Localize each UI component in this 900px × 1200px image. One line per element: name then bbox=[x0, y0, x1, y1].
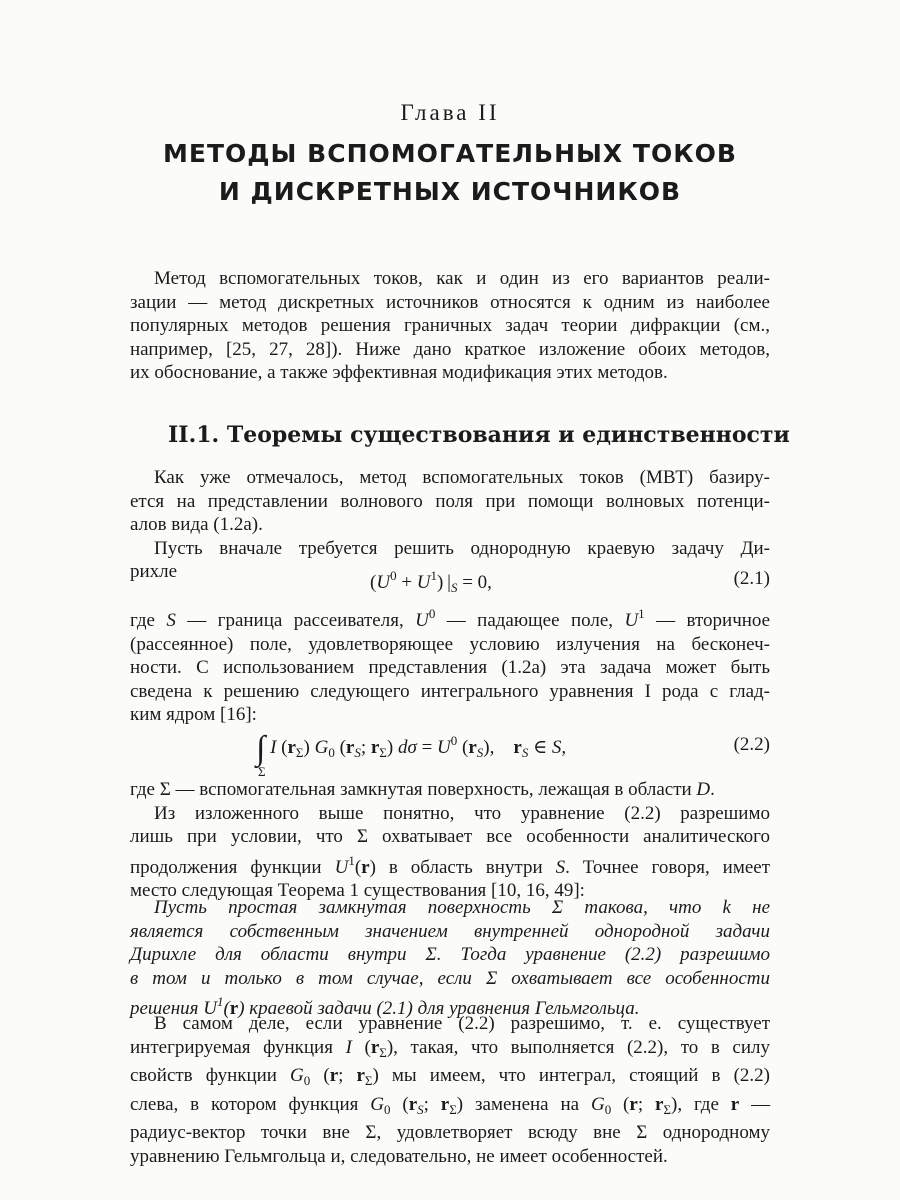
text-line: в том и только в том случае, если Σ охватывает все особенности bbox=[130, 967, 770, 989]
text-line: Из изложенного выше понятно, что уравнение (2.2) разрешимо bbox=[154, 802, 770, 824]
text-line: место следующая Теорема 1 существования [10, 16, 49]: bbox=[130, 880, 585, 901]
text-line: уравнению Гельмгольца и, следовательно, не имеет особенностей. bbox=[130, 1145, 668, 1167]
text-line: алов вида (1.2а). bbox=[130, 514, 263, 535]
theorem-1 bbox=[130, 896, 770, 1021]
equation-2-1 bbox=[130, 568, 770, 598]
text-line: популярных методов решения граничных задач теории дифракции (см., bbox=[130, 315, 770, 336]
text-line: (рассеянное) поле, удовлетворяющее условию излучения на бесконеч- bbox=[130, 633, 770, 655]
chapter-title bbox=[0, 135, 900, 211]
text-line: их обоснование, а также эффективная модификация этих методов. bbox=[130, 362, 668, 383]
equation-2-2: ∫ I $(r_\Sigma)$ $G_0$ ($r_S$; $r_\Sigma$) $d\sigma = U^0$ $(r_S)$, $r_S$ ∈ S, Σ (2.2) bbox=[130, 724, 770, 780]
text-line: Метод вспомогательных токов, как и один из его вариантов реали- bbox=[154, 268, 770, 289]
text-line: свойств функции $G_0$ (r; $r_\Sigma$) мы имеем, что интеграл, стоящий в (2.2) bbox=[130, 1065, 770, 1088]
chapter-title-line: И ДИСКРЕТНЫХ ИСТОЧНИКОВ bbox=[218, 177, 682, 206]
text-line: например, [25, 27, 28]). Ниже дано краткое изложение обоих методов, bbox=[130, 338, 770, 360]
chapter-label: Глава II bbox=[400, 100, 500, 125]
section-heading: II.1. Теоремы существования и единственности bbox=[168, 422, 790, 448]
text-line: ким ядром [16]: bbox=[130, 704, 257, 725]
paragraph-1 bbox=[130, 466, 770, 584]
text-line: рихле bbox=[130, 561, 178, 582]
equation-number: (2.2) bbox=[733, 734, 770, 755]
text-line: решения $U^1(r)$ краевой задачи (2.1) для уравнения Гельмгольца. bbox=[130, 994, 640, 1019]
equation-body: $(U^0 + U^1) |_S = 0$, bbox=[370, 568, 492, 595]
text-line: где S — граница рассеивателя, $U^0$ — падающее поле, $U^1$ — вторичное bbox=[130, 606, 771, 631]
text-line: где Σ — вспомогательная замкнутая поверхность, лежащая в области D. bbox=[130, 779, 715, 800]
intro-paragraph bbox=[130, 267, 770, 385]
text-line: Как уже отмечалось, метод вспомогательных токов (МВТ) базиру- bbox=[154, 467, 770, 488]
text-line: Пусть вначале требуется решить однородную краевую задачу Ди- bbox=[154, 537, 770, 559]
paragraph-3 bbox=[130, 602, 770, 727]
text-line: сведена к решению следующего интегрального уравнения I рода с глад- bbox=[130, 680, 770, 702]
paragraph-4 bbox=[130, 778, 770, 903]
text-line: В самом деле, если уравнение (2.2) разрешимо, т. е. существует bbox=[154, 1013, 770, 1034]
equation-number: (2.1) bbox=[733, 568, 770, 589]
equation-body: ∫ I $(r_\Sigma)$ $G_0$ ($r_S$; $r_\Sigma$) $d\sigma = U^0$ $(r_S)$, $r_S$ ∈ S, bbox=[256, 730, 567, 767]
chapter-title-line: МЕТОДЫ ВСПОМОГАТЕЛЬНЫХ ТОКОВ bbox=[163, 139, 737, 168]
text-line: Дирихле для области внутри Σ. Тогда уравнение (2.2) разрешимо bbox=[130, 944, 770, 965]
text-line: продолжения функции $U^1(r)$ в область внутри S. Точнее говоря, имеет bbox=[130, 852, 771, 878]
text-line: Пусть простая замкнутая поверхность Σ такова, что k не bbox=[154, 897, 771, 918]
paragraph-6 bbox=[130, 1012, 770, 1168]
text-line: слева, в котором функция $G_0$ ($r_S$; $r_\Sigma$) заменена на $G_0$ (r; $r_\Sigma$), где r — bbox=[130, 1093, 771, 1117]
text-line: ности. С использованием представления (1.2а) эта задача может быть bbox=[130, 657, 770, 678]
text-line: зации — метод дискретных источников относятся к одним из наиболее bbox=[130, 291, 770, 313]
text-line: интегрируемая функция I $(r_\Sigma)$, такая, что выполняется (2.2), то в силу bbox=[130, 1036, 771, 1060]
text-line: лишь при условии, что Σ охватывает все особенности аналитического bbox=[130, 826, 770, 847]
text-line: является собственным значением внутренней однородной задачи bbox=[130, 920, 770, 942]
text-line: радиус-вектор точки вне Σ, удовлетворяет всюду вне Σ однородному bbox=[130, 1122, 770, 1143]
text-line: ется на представлении волнового поля при помощи волновых потенци- bbox=[130, 490, 770, 512]
